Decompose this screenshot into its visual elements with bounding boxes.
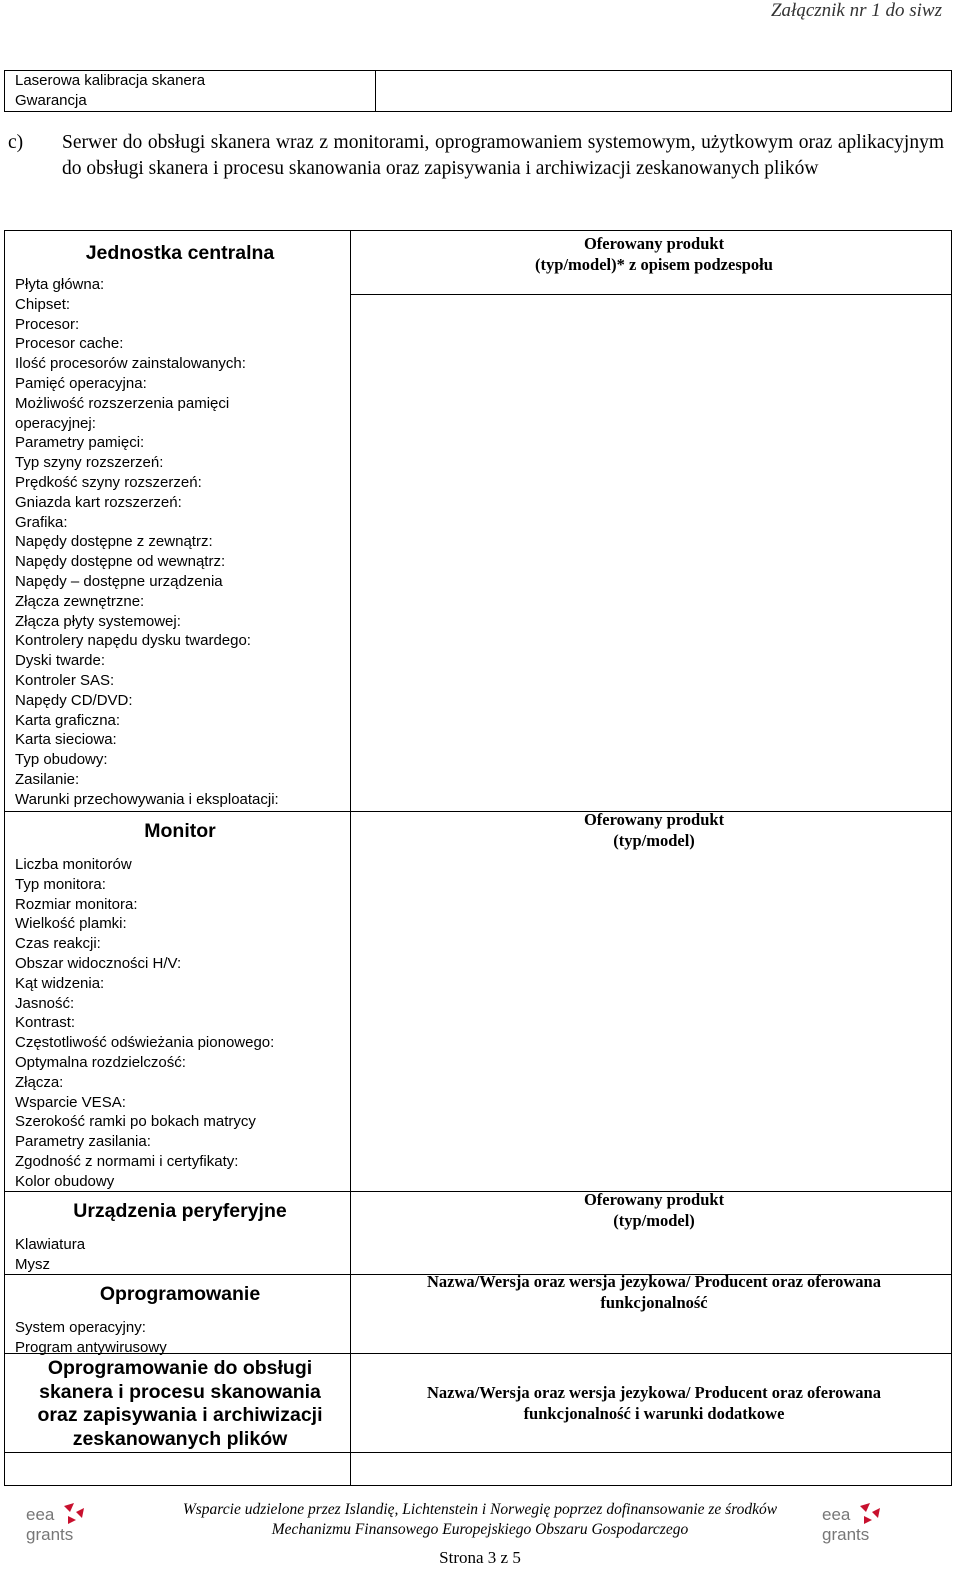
spec-item: Złącza zewnętrzne: (15, 592, 145, 610)
spec-item: Typ monitora: (15, 875, 106, 893)
spec-item: Czas reakcji: (15, 935, 101, 953)
spec-item: Parametry zasilania: (15, 1133, 151, 1151)
spec-item: Obszar widoczności H/V: (15, 954, 182, 972)
spec-item: Procesor cache: (15, 335, 124, 353)
spec-item: Częstotliwość odświeżania pionowego: (15, 1034, 275, 1052)
spec-item: System operacyjny: (15, 1319, 146, 1336)
svg-text:eea: eea (822, 1505, 851, 1524)
spec-item: Wielkość plamki: (15, 915, 127, 933)
spec-item: Napędy CD/DVD: (15, 691, 133, 709)
spec-item: Szerokość ramki po bokach matrycy (15, 1113, 256, 1131)
peripherals-title: Urządzenia peryferyjne (73, 1200, 287, 1222)
offer-label: Oferowany produkt (583, 1190, 725, 1209)
software-offer (355, 1271, 953, 1313)
svg-text:grants: grants (26, 1525, 74, 1544)
svg-text:grants: grants (822, 1525, 870, 1544)
top-table-value-cell (376, 71, 952, 112)
spec-item: Możliwość rozszerzenia pamięci (15, 394, 230, 412)
central-unit-offer (355, 233, 953, 275)
spec-item: Napędy dostępne od wewnątrz: (15, 553, 226, 571)
offer-sublabel: funkcjonalność (600, 1293, 708, 1312)
monitor-offer (355, 809, 953, 851)
peripherals-items (15, 1235, 345, 1275)
spec-item: Program antywirusowy (15, 1338, 167, 1356)
scan-software-title (15, 1357, 345, 1451)
top-table (4, 70, 952, 112)
top-table-row: Gwarancja (15, 92, 87, 109)
spec-item: Kontroler SAS: (15, 671, 115, 689)
offer-label: Oferowany produkt (583, 234, 725, 253)
spec-item: Ilość procesorów zainstalowanych: (15, 355, 246, 373)
spec-item: Dyski twarde: (15, 652, 106, 670)
software-title: Oprogramowanie (99, 1283, 261, 1305)
offer-label: Nazwa/Wersja oraz wersja jezykowa/ Producent oraz oferowana (427, 1272, 881, 1291)
central-unit-items (15, 275, 345, 810)
spec-item: Zasilanie: (15, 770, 80, 788)
funding-note-line: Mechanizmu Finansowego Europejskiego Obszaru Gospodarczego (271, 1521, 689, 1538)
section-label: c) (8, 132, 24, 153)
monitor-title: Monitor (144, 820, 216, 842)
spec-item: Prędkość szyny rozszerzeń: (15, 473, 202, 491)
spec-item: Typ szyny rozszerzeń: (15, 454, 164, 472)
spec-item: Kontrolery napędu dysku twardego: (15, 632, 251, 650)
spec-item: Złącza: (15, 1073, 64, 1091)
spec-item: Napędy dostępne z zewnątrz: (15, 533, 213, 551)
spec-item: Wsparcie VESA: (15, 1093, 126, 1111)
software-block (15, 1280, 345, 1358)
scan-software-offer (355, 1382, 953, 1424)
spec-item: Liczba monitorów (15, 856, 132, 873)
funding-note (0, 1500, 960, 1540)
annex-header: Załącznik nr 1 do siwz (770, 0, 942, 21)
scan-software-block (15, 1357, 345, 1451)
spec-item: Warunki przechowywania i eksploatacji: (15, 790, 279, 808)
column-divider (350, 231, 351, 1485)
spec-item: operacyjnej: (15, 414, 96, 432)
top-table-row: Laserowa kalibracja skanera (15, 72, 206, 89)
spec-item: Kolor obudowy (15, 1172, 115, 1190)
row-divider (5, 1452, 951, 1453)
offer-label: Oferowany produkt (583, 810, 725, 829)
spec-item: Procesor: (15, 315, 80, 333)
spec-item: Płyta główna: (15, 276, 105, 293)
spec-item: Jasność: (15, 994, 75, 1012)
spec-item: Zgodność z normami i certyfikaty: (15, 1152, 239, 1170)
funding-note-line: Wsparcie udzielone przez Islandię, Lichtenstein i Norwegię poprzez dofinansowanie ze środków (182, 1501, 778, 1518)
spec-item: Pamięć operacyjna: (15, 374, 147, 392)
section-title: Serwer do obsługi skanera wraz z monitorami, oprogramowaniem systemowym, użytkowym oraz aplikacyjnym do obsługi skanera i procesu skanowania oraz zapisywania i archiwizacji zeskanowanych plików (62, 132, 944, 179)
spec-item: Karta sieciowa: (15, 731, 117, 749)
page-number: Strona 3 z 5 (439, 1548, 521, 1567)
spec-item: Chipset: (15, 295, 71, 313)
offer-label: Nazwa/Wersja oraz wersja jezykowa/ Producent oraz oferowana (427, 1383, 881, 1402)
central-unit-title: Jednostka centralna (85, 242, 275, 264)
monitor-items (15, 855, 345, 1192)
spec-item: Klawiatura (15, 1236, 86, 1253)
spec-item: Gniazda kart rozszerzeń: (15, 493, 182, 511)
spec-item: Typ obudowy: (15, 751, 108, 769)
central-unit-block (15, 241, 345, 810)
offer-sublabel: (typ/model) (613, 1211, 695, 1230)
spec-table (4, 230, 952, 1486)
scan-software-title-line: oraz zapisywania i archiwizacji (37, 1404, 323, 1426)
spec-item: Parametry pamięci: (15, 434, 145, 452)
peripherals-block (15, 1197, 345, 1275)
spec-item: Kąt widzenia: (15, 974, 105, 992)
scan-software-title-line: skanera i procesu skanowania (39, 1380, 321, 1403)
top-table-labels (5, 71, 376, 112)
spec-item: Mysz (15, 1255, 50, 1273)
spec-item: Grafika: (15, 513, 68, 531)
spec-item: Napędy – dostępne urządzenia (15, 572, 223, 590)
offer-sublabel: funkcjonalność i warunki dodatkowe (523, 1404, 785, 1423)
spec-item: Optymalna rozdzielczość: (15, 1053, 186, 1071)
spec-item: Rozmiar monitora: (15, 895, 138, 913)
scan-software-title-line: zeskanowanych plików (72, 1427, 288, 1450)
peripherals-offer (355, 1189, 953, 1231)
spec-item: Kontrast: (15, 1014, 76, 1032)
section-c (8, 130, 944, 182)
monitor-block (15, 817, 345, 1192)
offer-sublabel: (typ/model)* z opisem podzespołu (535, 255, 773, 274)
svg-text:eea: eea (26, 1505, 55, 1524)
row-divider (350, 294, 951, 295)
spec-item: Złącza płyty systemowej: (15, 612, 181, 630)
scan-software-title-line: Oprogramowanie do obsługi (47, 1357, 313, 1379)
software-items (15, 1318, 345, 1358)
spec-item: Karta graficzna: (15, 711, 121, 729)
offer-sublabel: (typ/model) (613, 831, 695, 850)
